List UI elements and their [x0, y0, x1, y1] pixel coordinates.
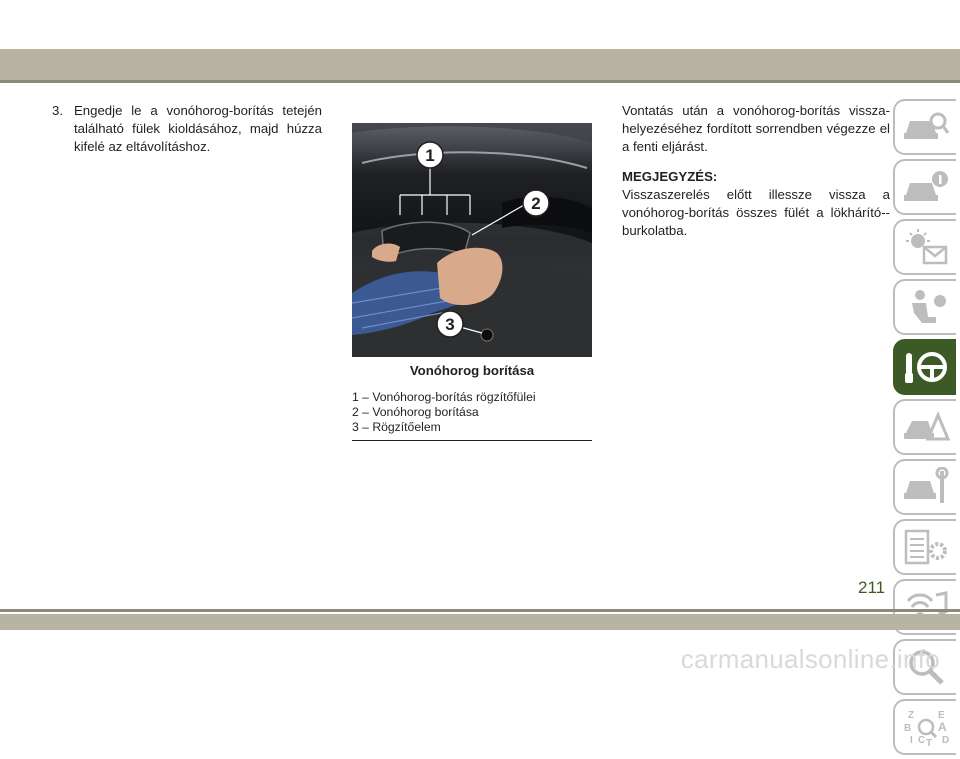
watermark: carmanualsonline.info [680, 644, 940, 674]
figure-illustration [352, 123, 592, 357]
svg-text:Z: Z [907, 710, 914, 721]
note-text: Visszaszerelés előtt illessze vissza a vonóhorog-borítás összes fülét a lökhárító--burkolatba. [622, 187, 890, 238]
svg-text:A: A [937, 720, 947, 734]
tab-car-tools[interactable] [893, 459, 956, 515]
step-number: 3. [52, 103, 63, 118]
footer-band [0, 614, 960, 630]
svg-text:C: C [917, 735, 925, 746]
warning-light-message-icon [902, 227, 950, 267]
key-steering-wheel-icon [902, 347, 950, 387]
legend-rule [352, 440, 592, 441]
tab-specs[interactable] [893, 519, 956, 575]
specs-gear-icon [902, 527, 950, 567]
note-title: MEGJEGYZÉS: [622, 169, 718, 184]
svg-text:D: D [941, 735, 949, 746]
legend-item: 2 – Vonóhorog borítása [352, 405, 479, 419]
step-column [52, 102, 322, 156]
svg-text:2: 2 [531, 194, 541, 213]
svg-text:3: 3 [445, 315, 455, 334]
car-info-icon [902, 167, 950, 207]
tab-car-warning[interactable] [893, 399, 956, 455]
step-item [52, 102, 322, 156]
tab-car-search[interactable] [893, 99, 956, 155]
legend-item: 1 – Vonóhorog-borítás rögzítőfülei [352, 390, 536, 404]
footer-rule [0, 609, 960, 612]
svg-text:I: I [909, 735, 913, 746]
tab-seat-airbag[interactable] [893, 279, 956, 335]
car-search-icon [902, 107, 950, 147]
header-rule [0, 80, 960, 83]
tab-warning-lights[interactable] [893, 219, 956, 275]
tab-index[interactable] [893, 699, 956, 755]
step-text: Engedje le a vonóhorog-borítás tetején található fülek kioldásához, majd húzza kifelé az eltávolításhoz. [74, 103, 322, 154]
callout-3 [437, 311, 463, 337]
legend-item: 3 – Rögzítőelem [352, 420, 441, 434]
header-band [0, 49, 960, 80]
tow-hook-cover-figure [352, 123, 592, 357]
figure-caption: Vonóhorog borítása [409, 363, 535, 378]
right-column [622, 102, 890, 240]
callout-1 [417, 142, 443, 168]
tab-car-info[interactable] [893, 159, 956, 215]
instruction-paragraph: Vontatás után a vonóhorog-borítás vissza-helyezéséhez fordított sorrendben végezze el a fenti eljárást. [622, 103, 890, 154]
svg-text:E: E [937, 710, 945, 721]
tab-key-steering-wheel[interactable] [893, 339, 956, 395]
svg-text:B: B [903, 723, 911, 734]
svg-text:T: T [925, 738, 932, 747]
page-number: 211 [858, 578, 886, 597]
callout-2 [523, 190, 549, 216]
index-alphabet-icon [902, 707, 950, 747]
svg-text:1: 1 [425, 146, 435, 165]
car-tools-icon [902, 467, 950, 507]
seat-airbag-icon [902, 287, 950, 327]
car-warning-triangle-icon [902, 407, 950, 447]
fastener [481, 329, 493, 341]
figure-legend [352, 390, 592, 435]
